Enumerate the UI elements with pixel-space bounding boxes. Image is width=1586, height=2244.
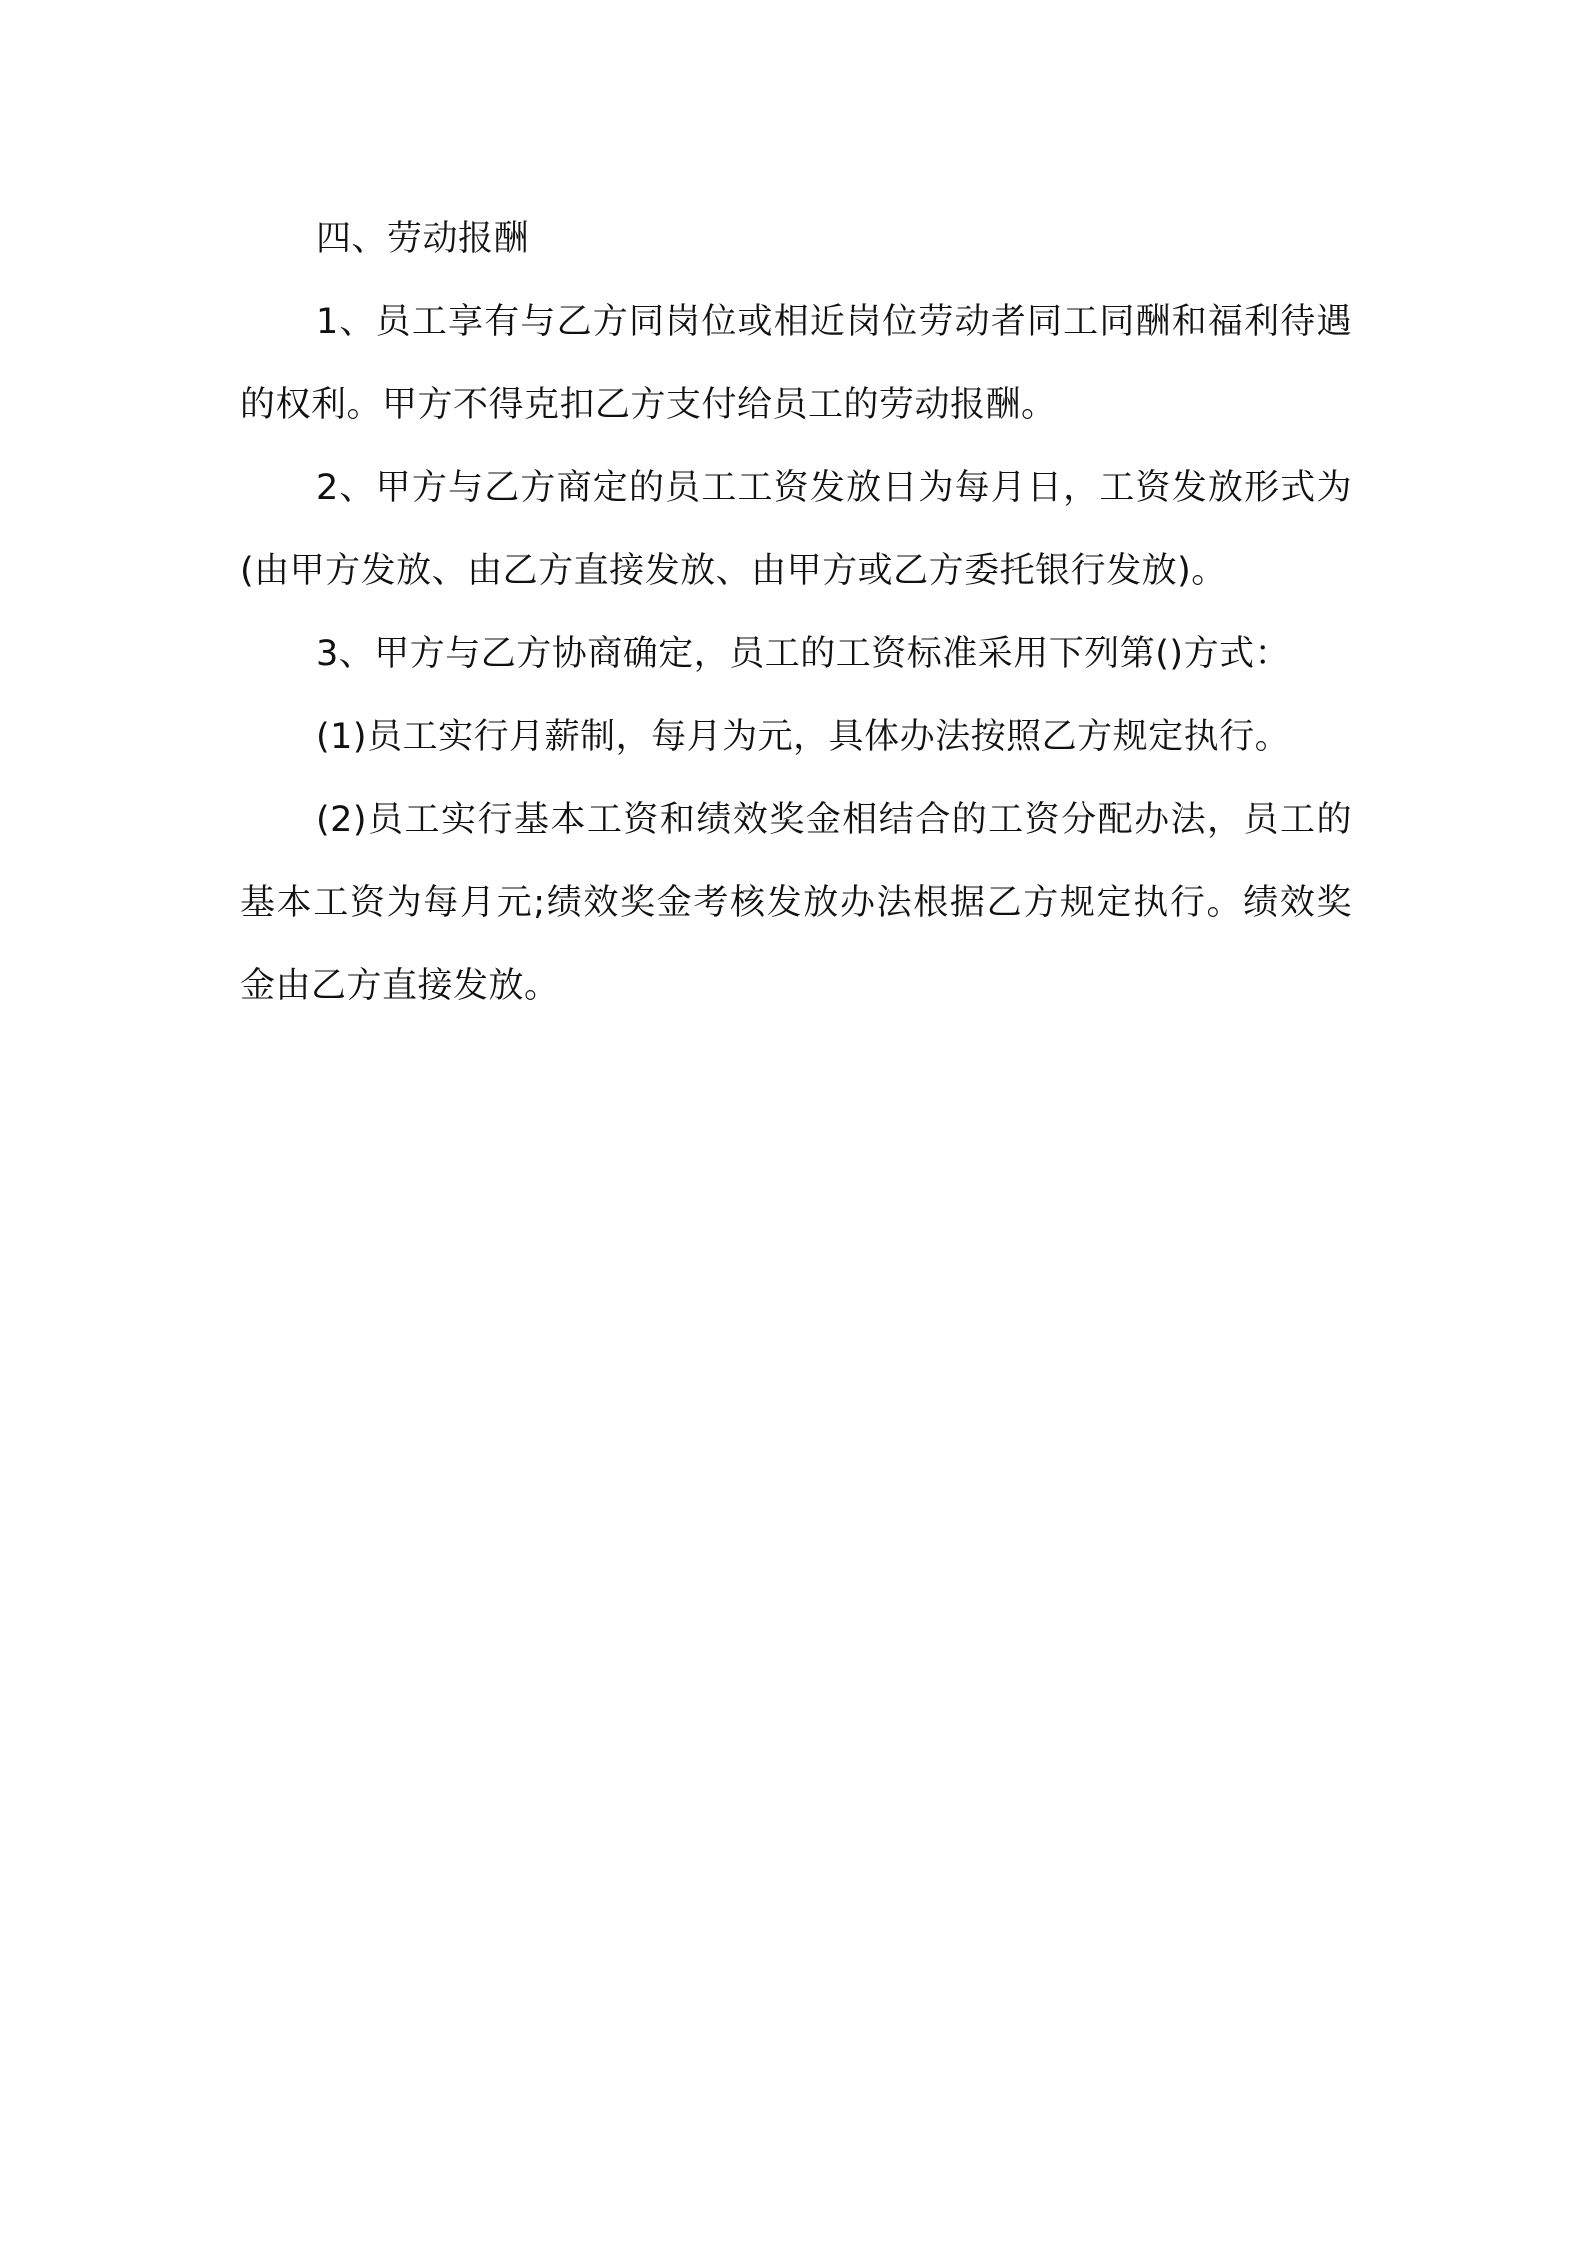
paragraph-3: 3、甲方与乙方协商确定，员工的工资标准采用下列第()方式： [316,634,1291,674]
document-body [240,198,1352,1028]
paragraph-2: 2、甲方与乙方商定的员工工资发放日为每月日，工资发放形式为(由甲方发放、由乙方直接发放、由甲方或乙方委托银行发放)。 [240,468,1352,591]
paragraph-1: 1、员工享有与乙方同岗位或相近岗位劳动者同工同酬和福利待遇的权利。甲方不得克扣乙方支付给员工的劳动报酬。 [240,302,1352,425]
paragraph-3-2: (2)员工实行基本工资和绩效奖金相结合的工资分配办法，员工的基本工资为每月元;绩效奖金考核发放办法根据乙方规定执行。绩效奖金由乙方直接发放。 [240,800,1352,1006]
section-title: 四、劳动报酬 [316,219,530,259]
paragraph-3-1: (1)员工实行月薪制，每月为元，具体办法按照乙方规定执行。 [316,717,1291,757]
